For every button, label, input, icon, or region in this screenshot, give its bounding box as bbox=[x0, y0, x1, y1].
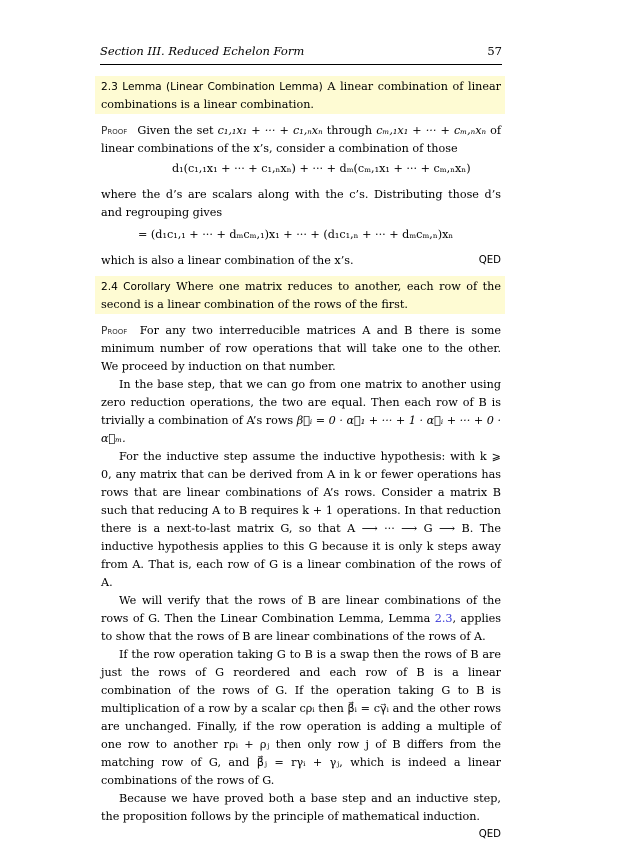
math-inline: β⃗ᵢ = 0 · α⃗₁ + ··· + 1 · α⃗ᵢ + ··· + 0 · α⃗ₘ. bbox=[101, 414, 502, 445]
running-header bbox=[100, 44, 502, 62]
corollary bbox=[101, 278, 501, 314]
qed-mark: QED bbox=[478, 255, 501, 266]
proof-paragraph: If the row operation taking G to B is a swap then the rows of B are just the rows of G reordered and each row of B is a linear combination of the rows of G. If the operation taking G to B is multiplication of a row by a scalar cρᵢ then β⃗ᵢ = cγ⃗ᵢ and the other rows are unchanged. Finally, if the row operation is adding a multiple of one row to another rρᵢ + ρⱼ then only row j of B differs from the matching row of G, and β⃗ⱼ = rγᵢ + γⱼ, which is indeed a linear combinations of the rows of G. bbox=[101, 648, 501, 787]
proof-paragraph: For any two interreducible matrices A and B there is some minimum number of row operations that will take one to the other. We proceed by induction on that number. bbox=[101, 324, 501, 373]
proof-text: Given the set bbox=[137, 124, 214, 137]
proof-text: of linear combinations of the x’s, consider a combination of those bbox=[101, 124, 502, 155]
lemma-statement: A linear combination of linear combinations is a linear combination. bbox=[101, 80, 502, 111]
lemma-proof-middle bbox=[101, 186, 501, 222]
proof-paragraph: For the inductive step assume the inductive hypothesis: with k ⩾ 0, any matrix that can be derived from A in k or fewer operations has rows that are linear combinations of A’s rows. Consider a matrix B such that reducing A to B requires k + 1 operations. In that reduction there is a next-to-last matrix G, so that A ⟶ ··· ⟶ G ⟶ B. The inductive hypothesis applies to this G because it is only k steps away from A. That is, each row of G is a linear combination of the rows of A. bbox=[101, 450, 501, 589]
corollary-statement: Where one matrix reduces to another, each row of the second is a linear combination of the rows of the first. bbox=[101, 280, 502, 311]
proof-label: Proof bbox=[101, 325, 128, 337]
display-equation-2: = (d₁c₁,₁ + ··· + dₘcₘ,₁)x₁ + ··· + (d₁c₁,ₙ + ··· + dₘcₘ,ₙ)xₙ bbox=[138, 228, 454, 241]
proof-paragraph: We will verify that the rows of B are linear combinations of the rows of G. Then the Linear Combination Lemma, Lemma bbox=[101, 594, 501, 625]
display-equation-1: d₁(c₁,₁x₁ + ··· + c₁,ₙxₙ) + ··· + dₘ(cₘ,₁x₁ + ··· + cₘ,ₙxₙ) bbox=[172, 162, 471, 175]
proof-paragraph: , applies to show that the rows of B are linear combinations of the rows of A. bbox=[101, 612, 502, 643]
math-set-a: c₁,₁x₁ + ··· + c₁,ₙxₙ bbox=[217, 124, 323, 137]
corollary-label: 2.4 Corollary bbox=[101, 281, 171, 293]
lemma-label: 2.3 Lemma (Linear Combination Lemma) bbox=[101, 81, 323, 93]
proof-label: Proof bbox=[101, 125, 128, 137]
page-number: 57 bbox=[487, 44, 502, 58]
lemma-reference-link[interactable]: 2.3 bbox=[434, 612, 453, 625]
lemma bbox=[101, 78, 501, 114]
math-set-b: cₘ,₁x₁ + ··· + cₘ,ₙxₙ bbox=[376, 124, 487, 137]
proof-paragraph: In the base step, that we can go from one matrix to another using zero reduction operations, the two are equal. Then each row of B is trivially a combination of A’s rows bbox=[101, 378, 501, 427]
header-rule bbox=[100, 64, 502, 65]
section-title: Section III. Reduced Echelon Form bbox=[100, 44, 305, 58]
proof-text: through bbox=[326, 124, 373, 137]
proof-text: where the d’s are scalars along with the c’s. Distributing those d’s and regrouping gives bbox=[101, 188, 501, 219]
qed-mark: QED bbox=[478, 829, 501, 840]
lemma-proof-closing bbox=[101, 252, 501, 270]
corollary-proof bbox=[101, 322, 501, 844]
proof-paragraph: Because we have proved both a base step and an inductive step, the proposition follows by the principle of mathematical induction. bbox=[101, 792, 501, 823]
lemma-proof bbox=[101, 122, 501, 158]
proof-text: which is also a linear combination of the x’s. bbox=[101, 254, 354, 267]
